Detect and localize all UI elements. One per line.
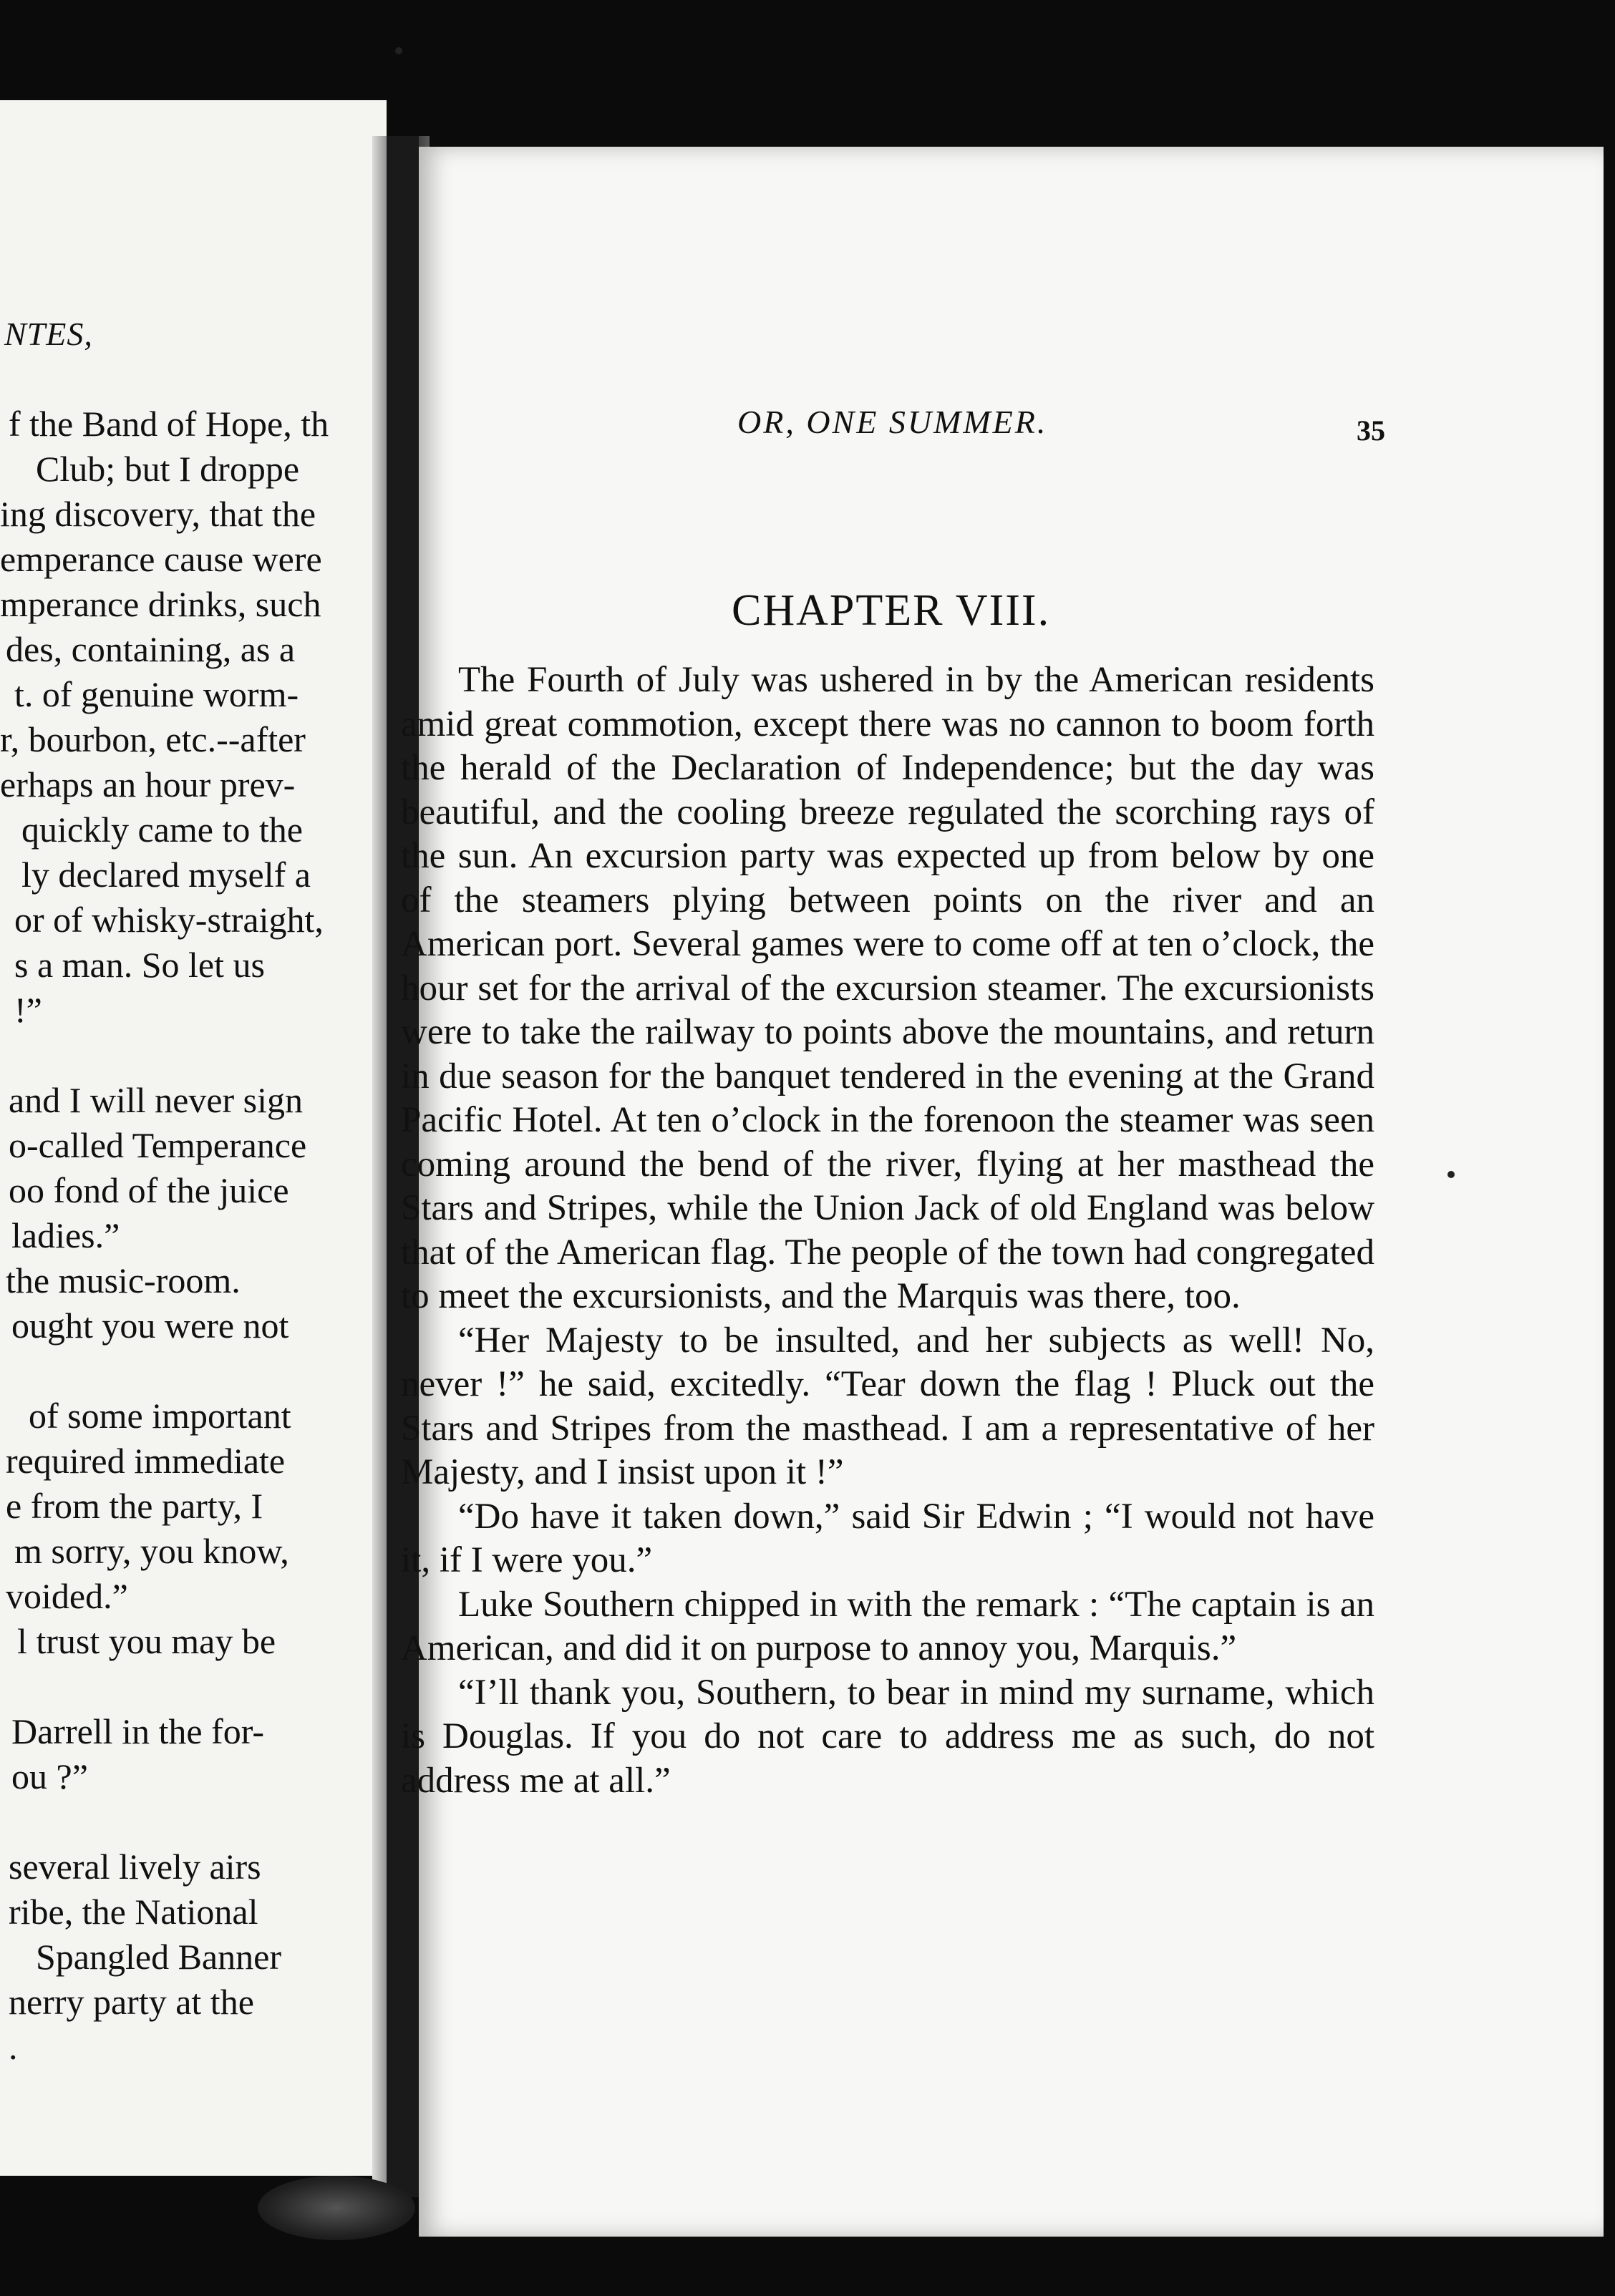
left-page-line: . bbox=[9, 2027, 18, 2067]
chapter-title: CHAPTER VIII. bbox=[732, 586, 1051, 635]
paragraph: “I’ll thank you, Southern, to bear in mind my surname, which is Douglas. If you do not care to address me as such, do not address me at all.” bbox=[401, 1672, 1374, 1801]
paragraph: The Fourth of July was ushered in by the American residents amid great commotion, except there was no cannon to boom forth the herald of the Declaration of Independence; but the day was beautiful, and the cooling breeze regulated the scorching rays of the sun. An excursion party was expected up from below by one of the steamers plying between points on the river and an American port. Several games were to come off at ten o’clock, the hour set for the arrival of the excursion steamer. The excursionists were to take the railway to points above the mountains, and return in due season for the banquet tendered in the evening at the Grand Pacific Hotel. At ten o’clock in the forenoon the steamer was seen coming around the bend of the river, flying at her masthead the Stars and Stripes, while the Union Jack of old England was below that of the American flag. The people of the town had congregated to meet the excursionists, and the Marquis was there, too. bbox=[401, 660, 1374, 1316]
page-number: 35 bbox=[1357, 414, 1385, 447]
left-page-line: emperance cause were bbox=[0, 539, 322, 579]
left-running-head: NTES, bbox=[4, 316, 93, 352]
paragraph: Luke Southern chipped in with the remark : “The captain is an American, and did it on purpose to annoy you, Marquis.” bbox=[401, 1584, 1374, 1668]
left-page-line: nerry party at the bbox=[9, 1982, 254, 2022]
scan-speck bbox=[395, 47, 402, 54]
left-page-line: m sorry, you know, bbox=[14, 1531, 289, 1571]
left-page-line: des, containing, as a bbox=[6, 629, 296, 669]
left-page-line: e from the party, I bbox=[6, 1486, 263, 1526]
left-page-line: several lively airs bbox=[9, 1847, 261, 1887]
left-page-line: voided.” bbox=[6, 1576, 128, 1616]
left-page-line: f the Band of Hope, th bbox=[9, 404, 329, 444]
paragraph: “Do have it taken down,” said Sir Edwin ; “I would not have it, if I were you.” bbox=[401, 1496, 1374, 1580]
left-facing-page bbox=[0, 100, 387, 2176]
left-page-line: oo fond of the juice bbox=[9, 1170, 289, 1210]
left-page-line: the music-room. bbox=[6, 1260, 241, 1300]
left-page-line: t. of genuine worm- bbox=[14, 674, 299, 714]
left-page-line: mperance drinks, such bbox=[0, 584, 321, 624]
left-page-line: ribe, the National bbox=[9, 1892, 258, 1932]
left-page-line: !” bbox=[14, 990, 42, 1030]
left-page-line: or of whisky-straight, bbox=[14, 900, 324, 940]
left-page-line: Spangled Banner bbox=[36, 1937, 281, 1977]
left-page-line: ought you were not bbox=[11, 1305, 289, 1346]
left-page-line: s a man. So let us bbox=[14, 945, 265, 985]
left-page-line: Club; but I droppe bbox=[36, 449, 300, 489]
left-page-line: erhaps an hour prev- bbox=[0, 764, 296, 804]
left-page-line: r, bourbon, etc.--after bbox=[0, 719, 306, 759]
running-head: OR, ONE SUMMER. bbox=[737, 404, 1048, 440]
left-page-line: and I will never sign bbox=[9, 1080, 304, 1120]
left-page-line: Darrell in the for- bbox=[11, 1711, 265, 1751]
left-page-line: quickly came to the bbox=[21, 809, 303, 850]
binding-foot bbox=[258, 2176, 415, 2240]
paragraph: “Her Majesty to be insulted, and her subjects as well! No, never !” he said, excitedly. “Tear down the flag ! Pluck out the Stars and Stripes from the masthead. I am a representative of her Majesty, and I insist upon it !” bbox=[401, 1320, 1374, 1492]
left-page-line: of some important bbox=[29, 1396, 291, 1436]
left-page-line: o-called Temperance bbox=[9, 1125, 307, 1165]
left-page-line: required immediate bbox=[6, 1441, 286, 1481]
left-page-line: ing discovery, that the bbox=[0, 494, 316, 534]
left-page-line: ladies.” bbox=[11, 1215, 120, 1255]
left-page-line: ou ?” bbox=[11, 1756, 88, 1796]
chapter-body bbox=[401, 658, 1374, 1803]
scan-speck bbox=[1447, 1171, 1455, 1178]
left-page-line: ly declared myself a bbox=[21, 855, 311, 895]
left-page-line: l trust you may be bbox=[17, 1621, 276, 1661]
